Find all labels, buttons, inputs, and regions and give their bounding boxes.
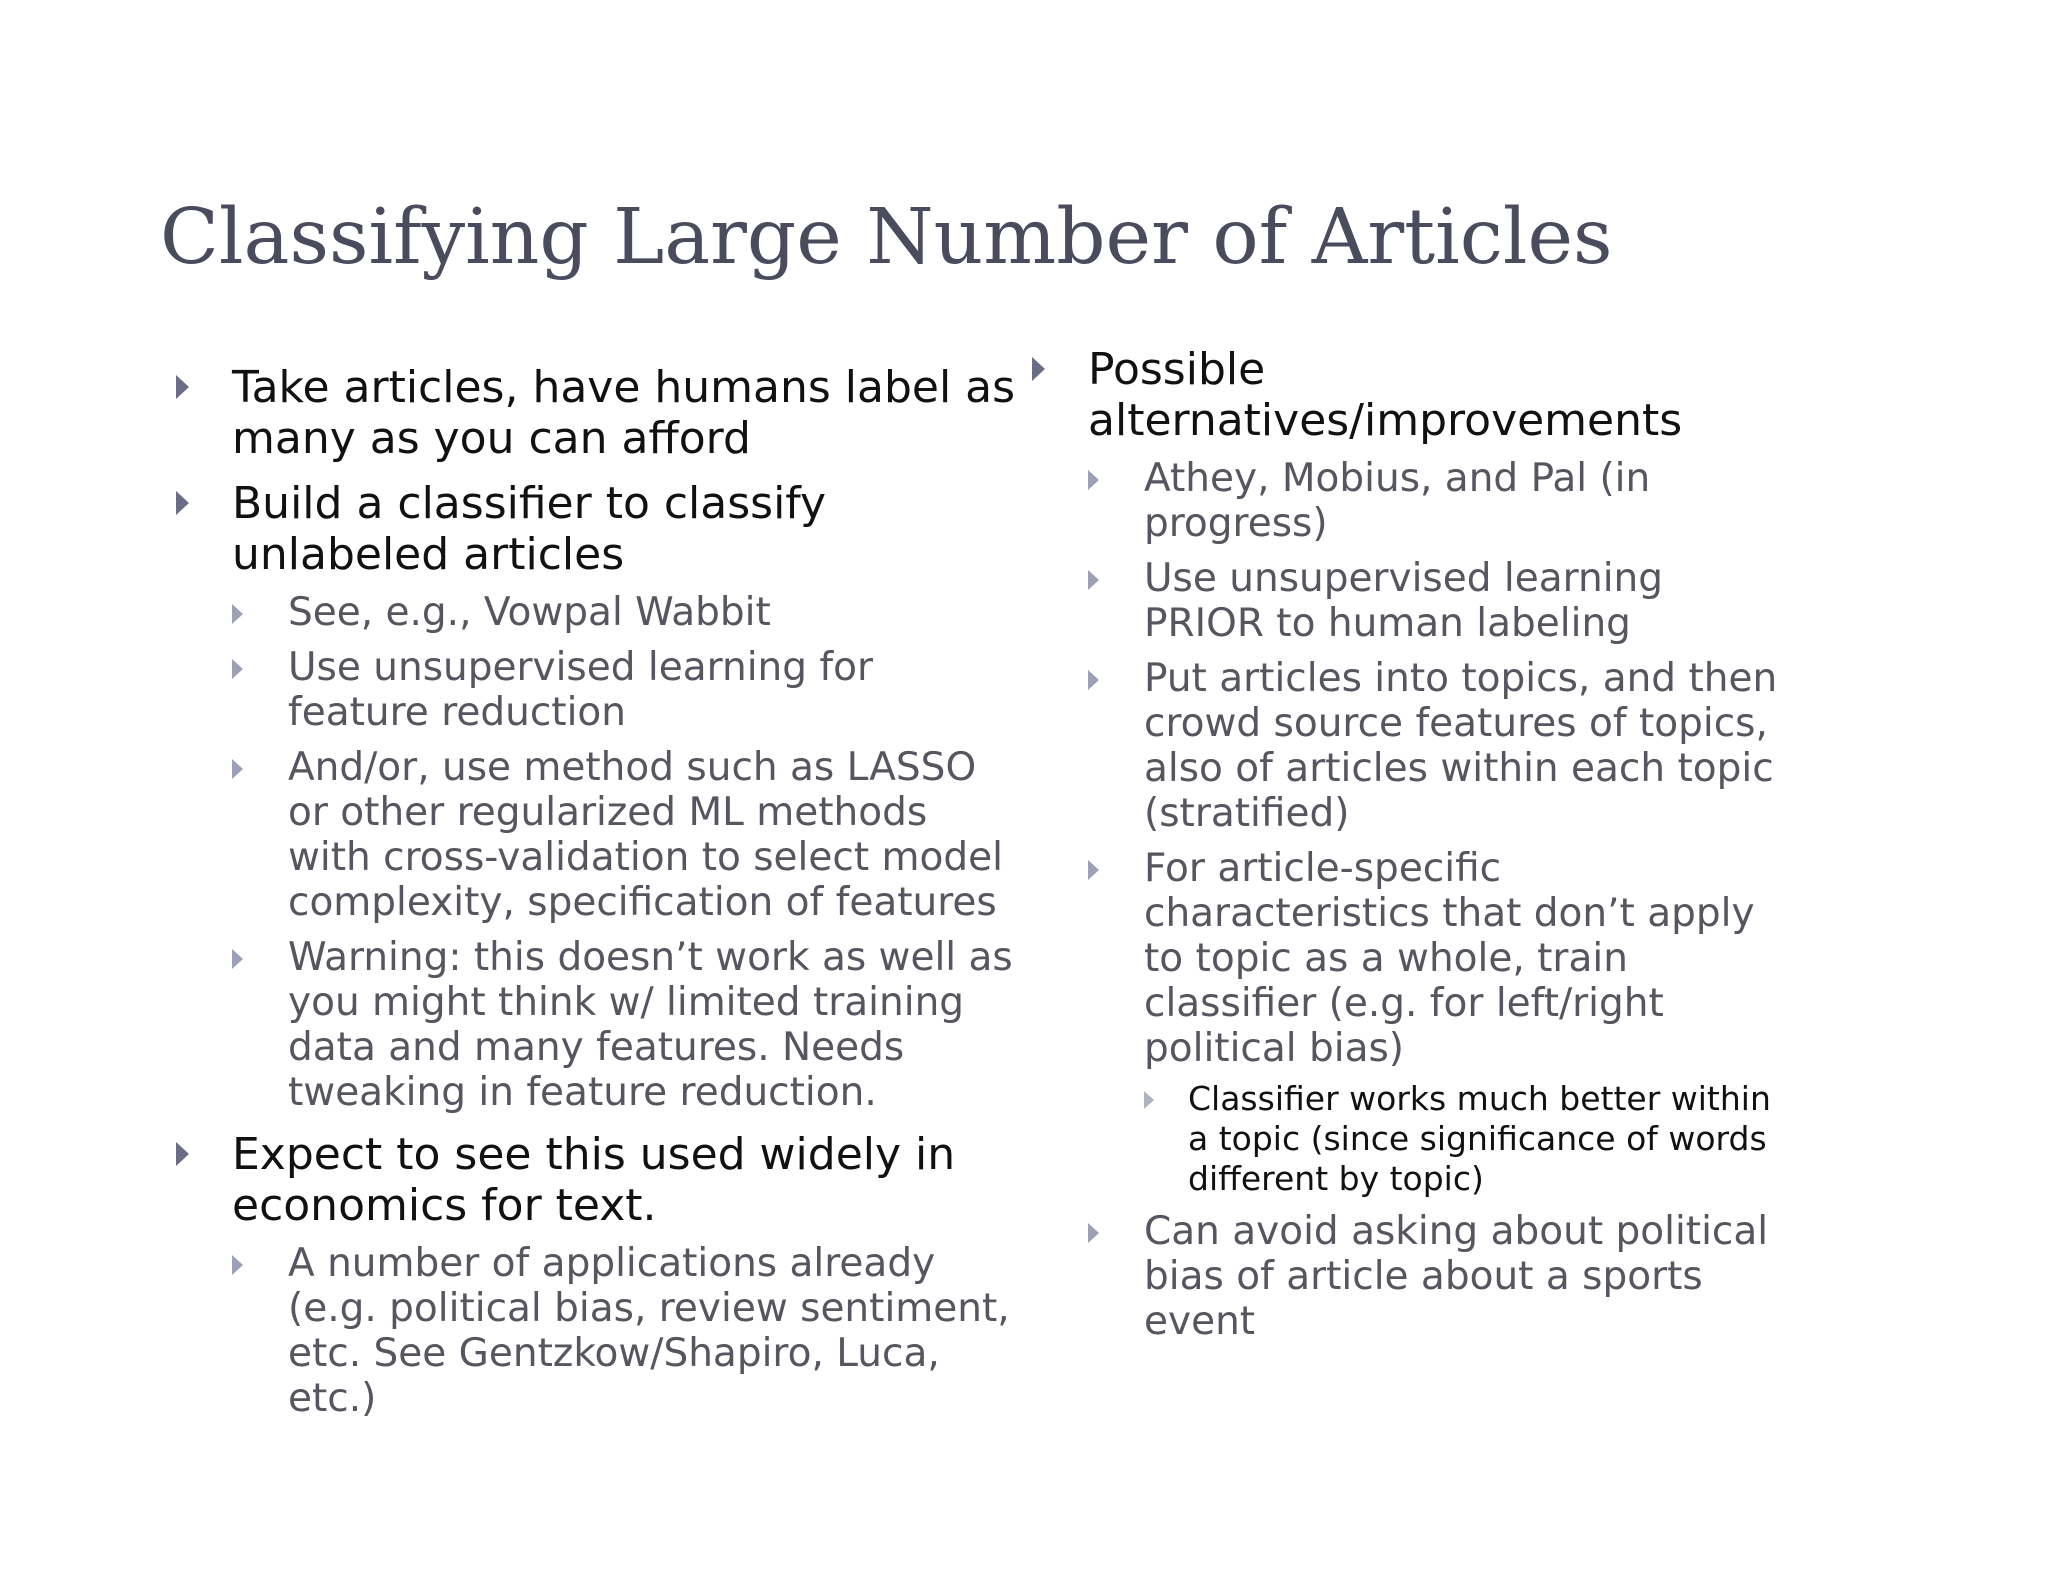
slide-title: Classifying Large Number of Articles <box>160 193 1613 282</box>
sub-bullet-article-specific <box>1088 846 1792 1199</box>
sub-bullet-text: Athey, Mobius, and Pal (in progress) <box>1144 456 1651 546</box>
bullet-label-articles <box>176 362 1016 464</box>
sub-bullet-unsupervised-prior <box>1088 556 1792 646</box>
sub-sub-bullet-text: Classifier works much better within a topic (since significance of words different by topic) <box>1188 1079 1771 1198</box>
bullet-alternatives <box>1032 344 1792 1344</box>
sub-bullet-arrow-icon <box>1088 470 1099 490</box>
right-column <box>1032 344 1792 1358</box>
sub-bullet-arrow-icon <box>1088 670 1099 690</box>
sub-bullet-text: Use unsupervised learning PRIOR to human labeling <box>1144 556 1663 646</box>
sub-bullet-feature-reduction <box>232 645 1016 735</box>
sub-bullet-text: Can avoid asking about political bias of article about a sports event <box>1144 1209 1769 1344</box>
sub-sub-bullet-arrow-icon <box>1144 1091 1154 1109</box>
sub-list <box>232 1241 1016 1421</box>
bullet-arrow-icon <box>176 491 189 515</box>
sub-bullet-text: See, e.g., Vowpal Wabbit <box>288 590 771 635</box>
sub-bullet-arrow-icon <box>1088 1223 1099 1243</box>
sub-bullet-text: Warning: this doesn’t work as well as you might think w/ limited training data and many features. Needs tweaking in feature reduction. <box>288 935 1013 1115</box>
sub-bullet-text: A number of applications already (e.g. political bias, review sentiment, etc. See Gentzkow/Shapiro, Luca, etc.) <box>288 1241 1010 1421</box>
sub-list <box>232 590 1016 1115</box>
sub-bullet-topics <box>1088 656 1792 836</box>
bullet-arrow-icon <box>176 375 189 399</box>
sub-bullet-applications <box>232 1241 1016 1421</box>
bullet-text: Expect to see this used widely in economics for text. <box>232 1129 956 1231</box>
sub-bullet-arrow-icon <box>1088 570 1099 590</box>
bullet-text: Take articles, have humans label as many as you can afford <box>232 362 1016 464</box>
bullet-arrow-icon <box>1032 357 1045 381</box>
sub-bullet-vowpal <box>232 590 1016 635</box>
bullet-economics <box>176 1129 1016 1421</box>
sub-bullet-arrow-icon <box>232 659 243 679</box>
sub-bullet-text: For article-specific characteristics that don’t apply to topic as a whole, train classifier (e.g. for left/right political bias) <box>1144 846 1755 1071</box>
sub-bullet-sports <box>1088 1209 1792 1344</box>
bullet-text: Build a classifier to classify unlabeled articles <box>232 478 827 580</box>
sub-bullet-arrow-icon <box>232 759 243 779</box>
sub-bullet-lasso <box>232 745 1016 925</box>
bullet-arrow-icon <box>176 1142 189 1166</box>
sub-bullet-arrow-icon <box>232 1255 243 1275</box>
sub-bullet-text: Use unsupervised learning for feature reduction <box>288 645 874 735</box>
sub-bullet-text: And/or, use method such as LASSO or other regularized ML methods with cross-validation to select model complexity, specification of features <box>288 745 1003 925</box>
sub-bullet-arrow-icon <box>1088 860 1099 880</box>
bullet-build-classifier <box>176 478 1016 1115</box>
sub-bullet-text: Put articles into topics, and then crowd source features of topics, also of articles within each topic (stratified) <box>1144 656 1778 836</box>
sub-sub-bullet-within-topic <box>1144 1079 1792 1199</box>
bullet-text: Possible alternatives/improvements <box>1088 344 1683 446</box>
sub-sub-list <box>1144 1079 1792 1199</box>
sub-bullet-arrow-icon <box>232 604 243 624</box>
sub-list <box>1088 456 1792 1344</box>
left-column <box>176 362 1016 1435</box>
sub-bullet-athey <box>1088 456 1792 546</box>
sub-bullet-warning <box>232 935 1016 1115</box>
sub-bullet-arrow-icon <box>232 949 243 969</box>
